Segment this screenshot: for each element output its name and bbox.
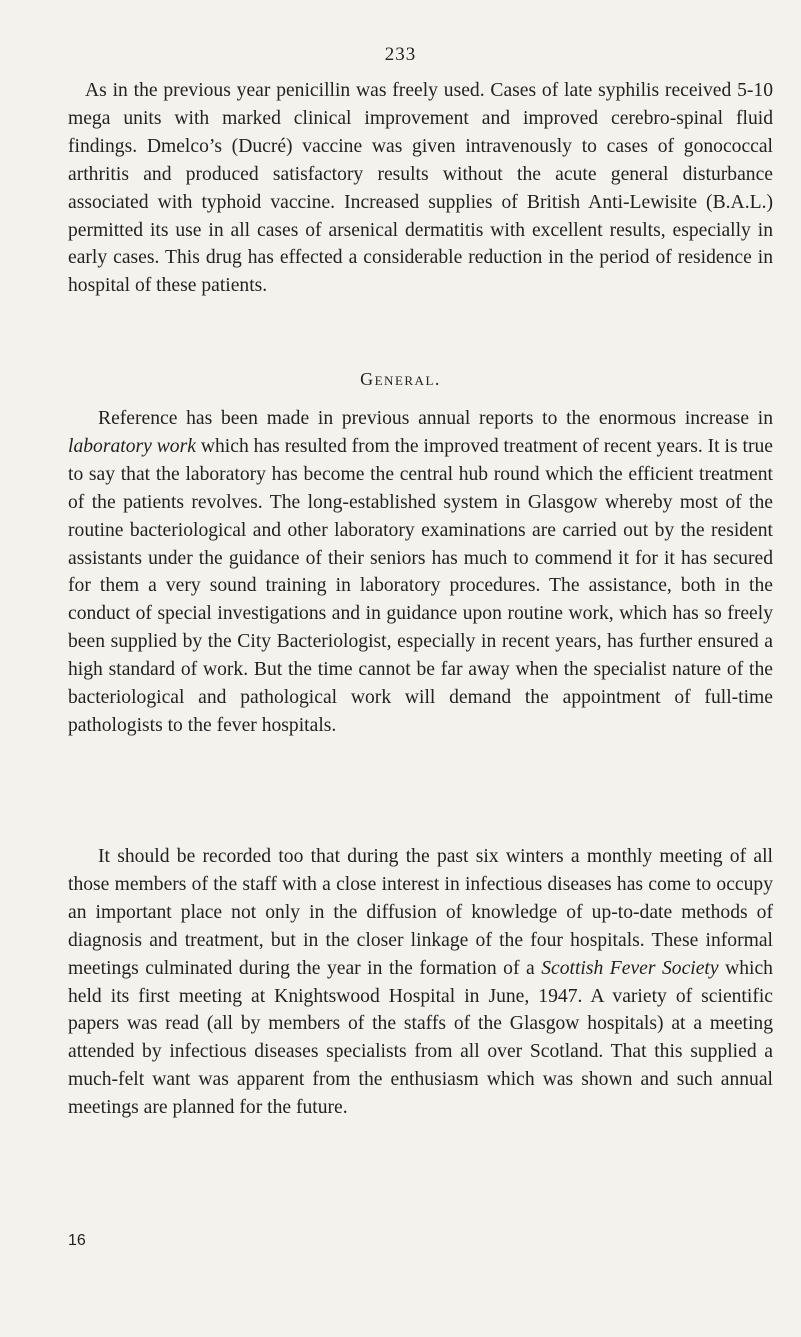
- paragraph-text: [68, 405, 773, 740]
- section-heading: General.: [360, 369, 441, 389]
- text-run: Reference has been made in previous annual reports to the enormous increase in: [98, 408, 773, 429]
- text-run: It should be recorded too that during the past six winters a monthly meeting of all those members of the staff with a close interest in infectious diseases has come to occupy an important place not only in the diffusion of knowledge of up-to-date methods of diagnosis and treatment, but in the closer linkage of the four hospitals. These informal meetings culminated during the year in the formation of a: [68, 846, 773, 979]
- paragraph-text: [68, 843, 773, 1122]
- text-run: which held its first meeting at Knightswood Hospital in June, 1947. A variety of scientific papers was read (all by members of the staffs of the Glasgow hospitals) at a meeting attended by infectious diseases specialists from all over Scotland. That this supplied a much-felt want was apparent from the enthusiasm which was shown and such annual meetings are planned for the future.: [68, 957, 773, 1119]
- emphasis-text: Scottish Fever Society: [541, 957, 719, 979]
- text-run: which has resulted from the improved treatment of recent years. It is true to say that the laboratory has become the central hub round which the efficient treatment of the patients revolves. The long-established system in Glasgow whereby most of the routine bacteriological and other laboratory examinations are carried out by the resident assistants under the guidance of their seniors has much to commend it for it has secured for them a very sound training in laboratory procedures. The assistance, both in the conduct of special investigations and in guidance upon routine work, which has so freely been supplied by the City Bacteriologist, especially in recent years, has further ensured a high standard of work. But the time cannot be far away when the specialist nature of the bacteriological and pathological work will demand the appointment of full-time pathologists to the fever hospitals.: [68, 435, 773, 736]
- paragraph-text: As in the previous year penicillin was freely used. Cases of late syphilis received 5-10 mega units with marked clinical improvement and improved cerebro-spinal fluid findings. Dmelco’s (Ducré) vaccine was given intravenously to cases of gonococcal arthritis and produced satisfactory results without the acute general disturbance associated with typhoid vaccine. Increased supplies of British Anti-Lewisite (B.A.L.) permitted its use in all cases of arsenical dermatitis with excellent results, especially in early cases. This drug has effected a considerable reduction in the period of residence in hospital of these patients.: [68, 80, 773, 297]
- emphasis-text: laboratory work: [68, 435, 196, 457]
- paragraph-laboratory: [68, 405, 773, 740]
- page-number: 233: [384, 44, 417, 65]
- signature-mark: 16: [68, 1232, 86, 1249]
- paragraph-fever-society: [68, 843, 773, 1122]
- paragraph-penicillin: [68, 77, 773, 300]
